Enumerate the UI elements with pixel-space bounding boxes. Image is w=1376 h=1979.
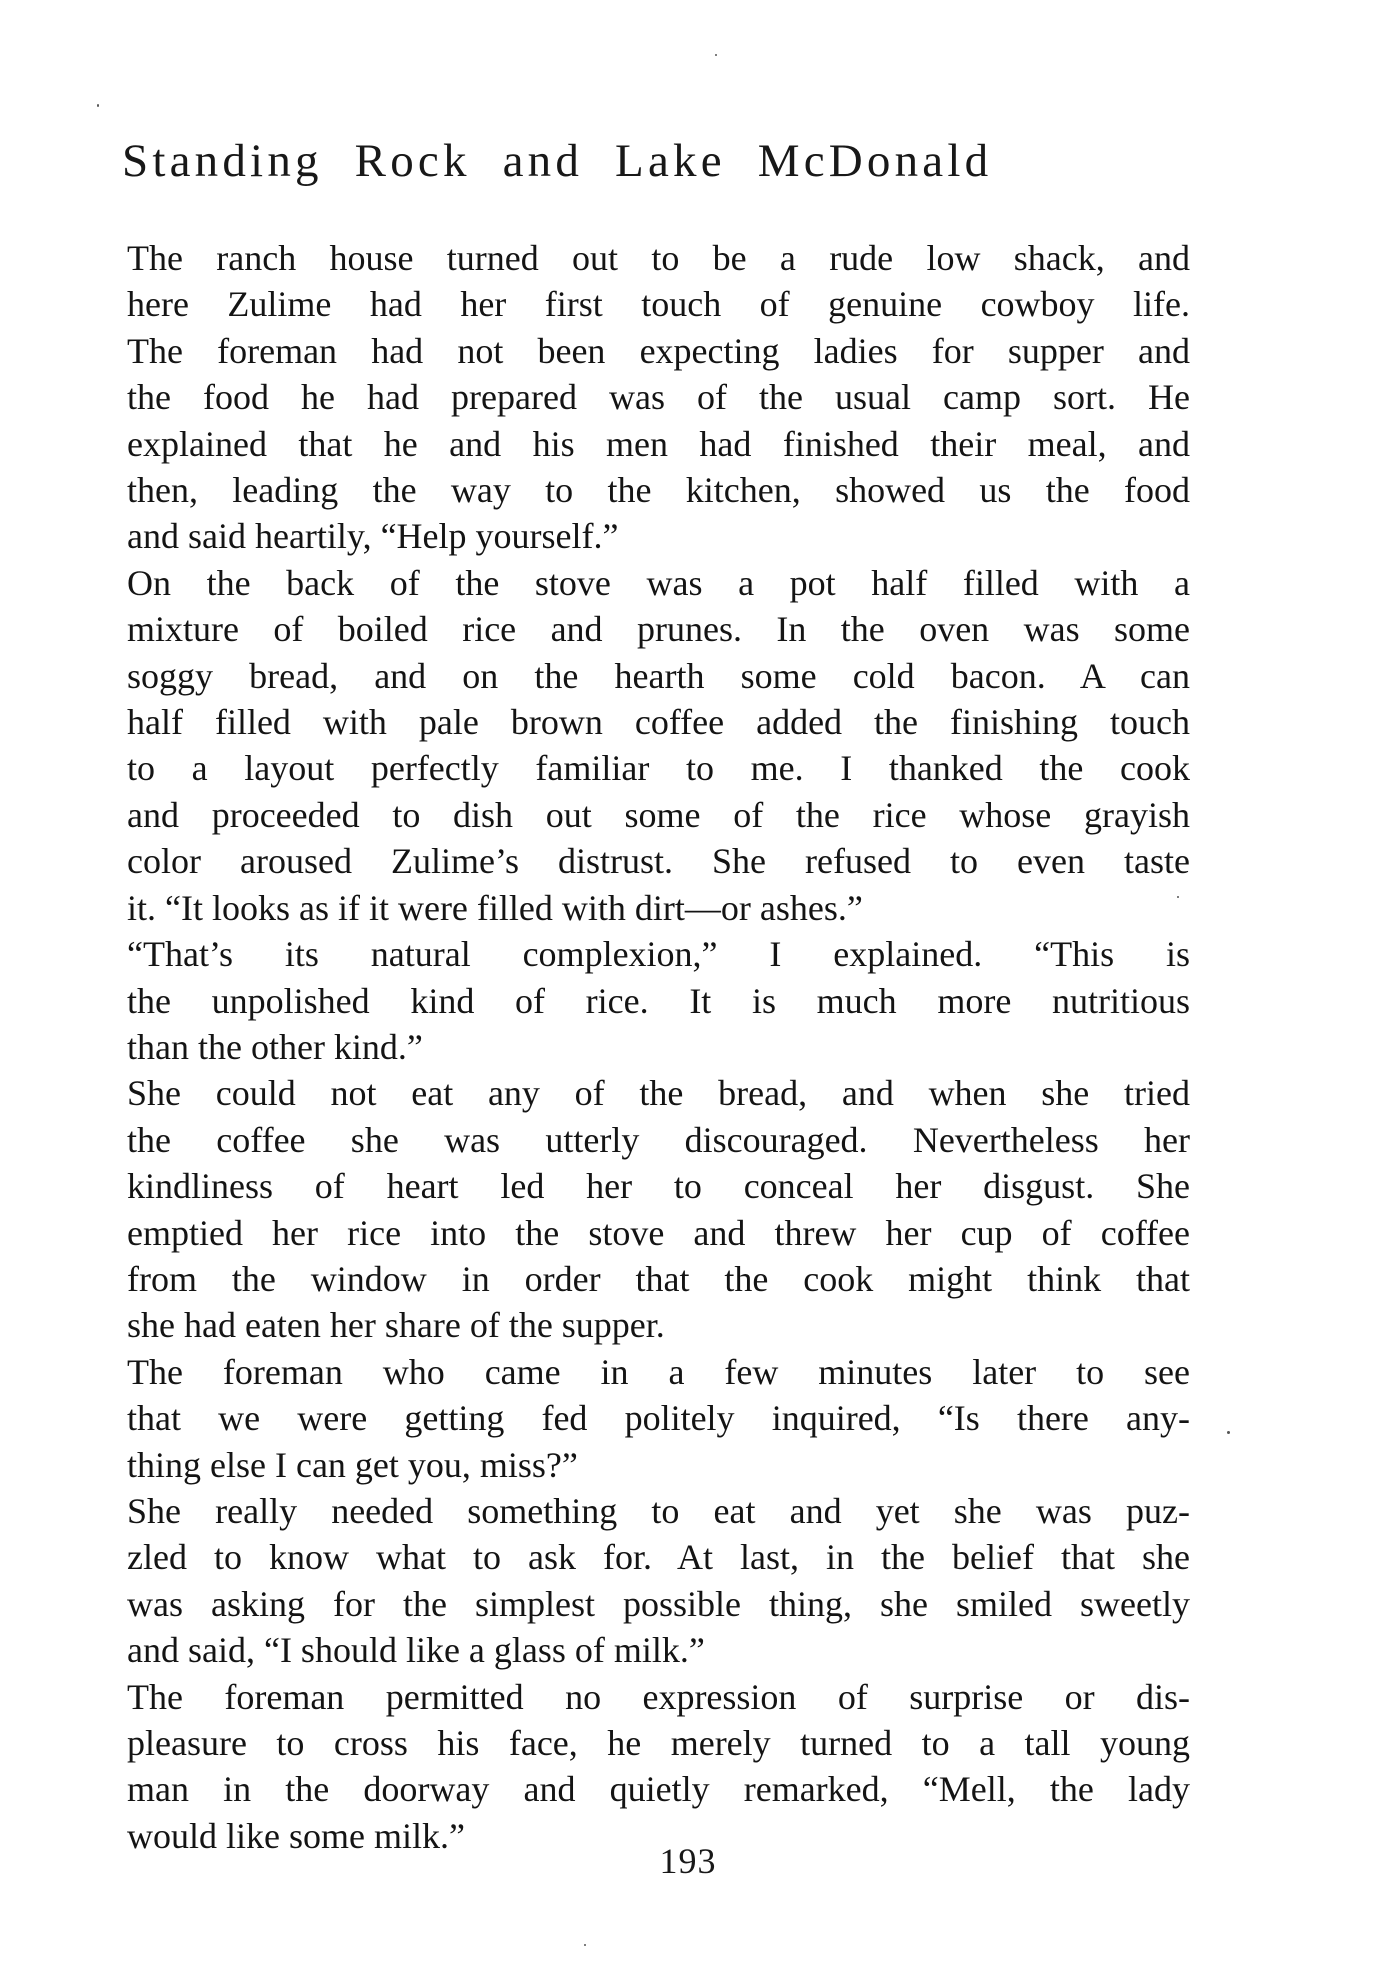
text-line: here Zulime had her first touch of genuine cowboy life. xyxy=(127,284,1190,325)
paragraph xyxy=(127,235,1190,560)
paragraph xyxy=(127,1070,1190,1348)
paragraph xyxy=(127,1488,1190,1674)
text-line: pleasure to cross his face, he merely turned to a tall young xyxy=(127,1723,1190,1763)
text-line: half filled with pale brown coffee added the finishing touch xyxy=(127,702,1190,743)
text-line: was asking for the simplest possible thing, she smiled sweetly xyxy=(127,1583,1190,1624)
paragraph xyxy=(127,560,1190,931)
text-line: explained that he and his men had finished their meal, and xyxy=(127,423,1190,464)
paper-speck xyxy=(97,104,99,107)
text-line: the food he had prepared was of the usual camp sort. He xyxy=(127,377,1190,418)
body-text xyxy=(127,235,1190,1859)
text-line: “That’s its natural complexion,” I explained. “This is xyxy=(127,934,1190,975)
text-line: mixture of boiled rice and prunes. In the oven was some xyxy=(127,609,1190,650)
paper-speck xyxy=(1227,1431,1230,1434)
text-line: thing else I can get you, miss?” xyxy=(127,1444,578,1485)
text-line: and proceeded to dish out some of the rice whose grayish xyxy=(127,794,1190,835)
text-line: On the back of the stove was a pot half filled with a xyxy=(127,562,1190,603)
text-line: The foreman who came in a few minutes later to see xyxy=(127,1351,1190,1392)
paper-speck xyxy=(715,54,717,56)
text-line: and said, “I should like a glass of milk.” xyxy=(127,1630,705,1671)
paragraph xyxy=(127,1674,1190,1860)
text-line: man in the doorway and quietly remarked, “Mell, the lady xyxy=(127,1769,1190,1810)
text-line: the unpolished kind of rice. It is much more nutritious xyxy=(127,980,1190,1021)
paragraph xyxy=(127,1349,1190,1488)
running-head: Standing Rock and Lake McDonald xyxy=(122,135,993,187)
text-line: then, leading the way to the kitchen, showed us the food xyxy=(127,470,1190,511)
text-line: she had eaten her share of the supper. xyxy=(127,1305,665,1346)
text-line: from the window in order that the cook might think that xyxy=(127,1258,1190,1299)
paper-speck xyxy=(1177,896,1179,898)
text-line: the coffee she was utterly discouraged. Nevertheless her xyxy=(127,1119,1190,1160)
text-line: than the other kind.” xyxy=(127,1026,423,1067)
text-line: soggy bread, and on the hearth some cold bacon. A can xyxy=(127,655,1190,696)
text-line: would like some milk.” xyxy=(127,1815,465,1856)
text-line: color aroused Zulime’s distrust. She refused to even taste xyxy=(127,841,1190,882)
paragraph xyxy=(127,931,1190,1070)
text-line: that we were getting fed politely inquired, “Is there any- xyxy=(127,1398,1190,1439)
page-number: 193 xyxy=(659,1841,717,1881)
text-line: The foreman permitted no expression of surprise or dis- xyxy=(127,1676,1190,1717)
text-line: She could not eat any of the bread, and when she tried xyxy=(127,1073,1190,1114)
text-line: kindliness of heart led her to conceal her disgust. She xyxy=(127,1166,1190,1207)
paper-speck xyxy=(584,1944,586,1946)
text-line: it. “It looks as if it were filled with dirt—or ashes.” xyxy=(127,887,863,928)
text-line: The ranch house turned out to be a rude low shack, and xyxy=(127,238,1190,278)
text-line: to a layout perfectly familiar to me. I thanked the cook xyxy=(127,748,1190,789)
text-line: emptied her rice into the stove and threw her cup of coffee xyxy=(127,1212,1190,1253)
text-line: The foreman had not been expecting ladies for supper and xyxy=(127,330,1190,371)
text-line: zled to know what to ask for. At last, in the belief that she xyxy=(127,1537,1190,1578)
text-line: and said heartily, “Help yourself.” xyxy=(127,516,619,557)
text-line: She really needed something to eat and yet she was puz- xyxy=(127,1490,1190,1531)
